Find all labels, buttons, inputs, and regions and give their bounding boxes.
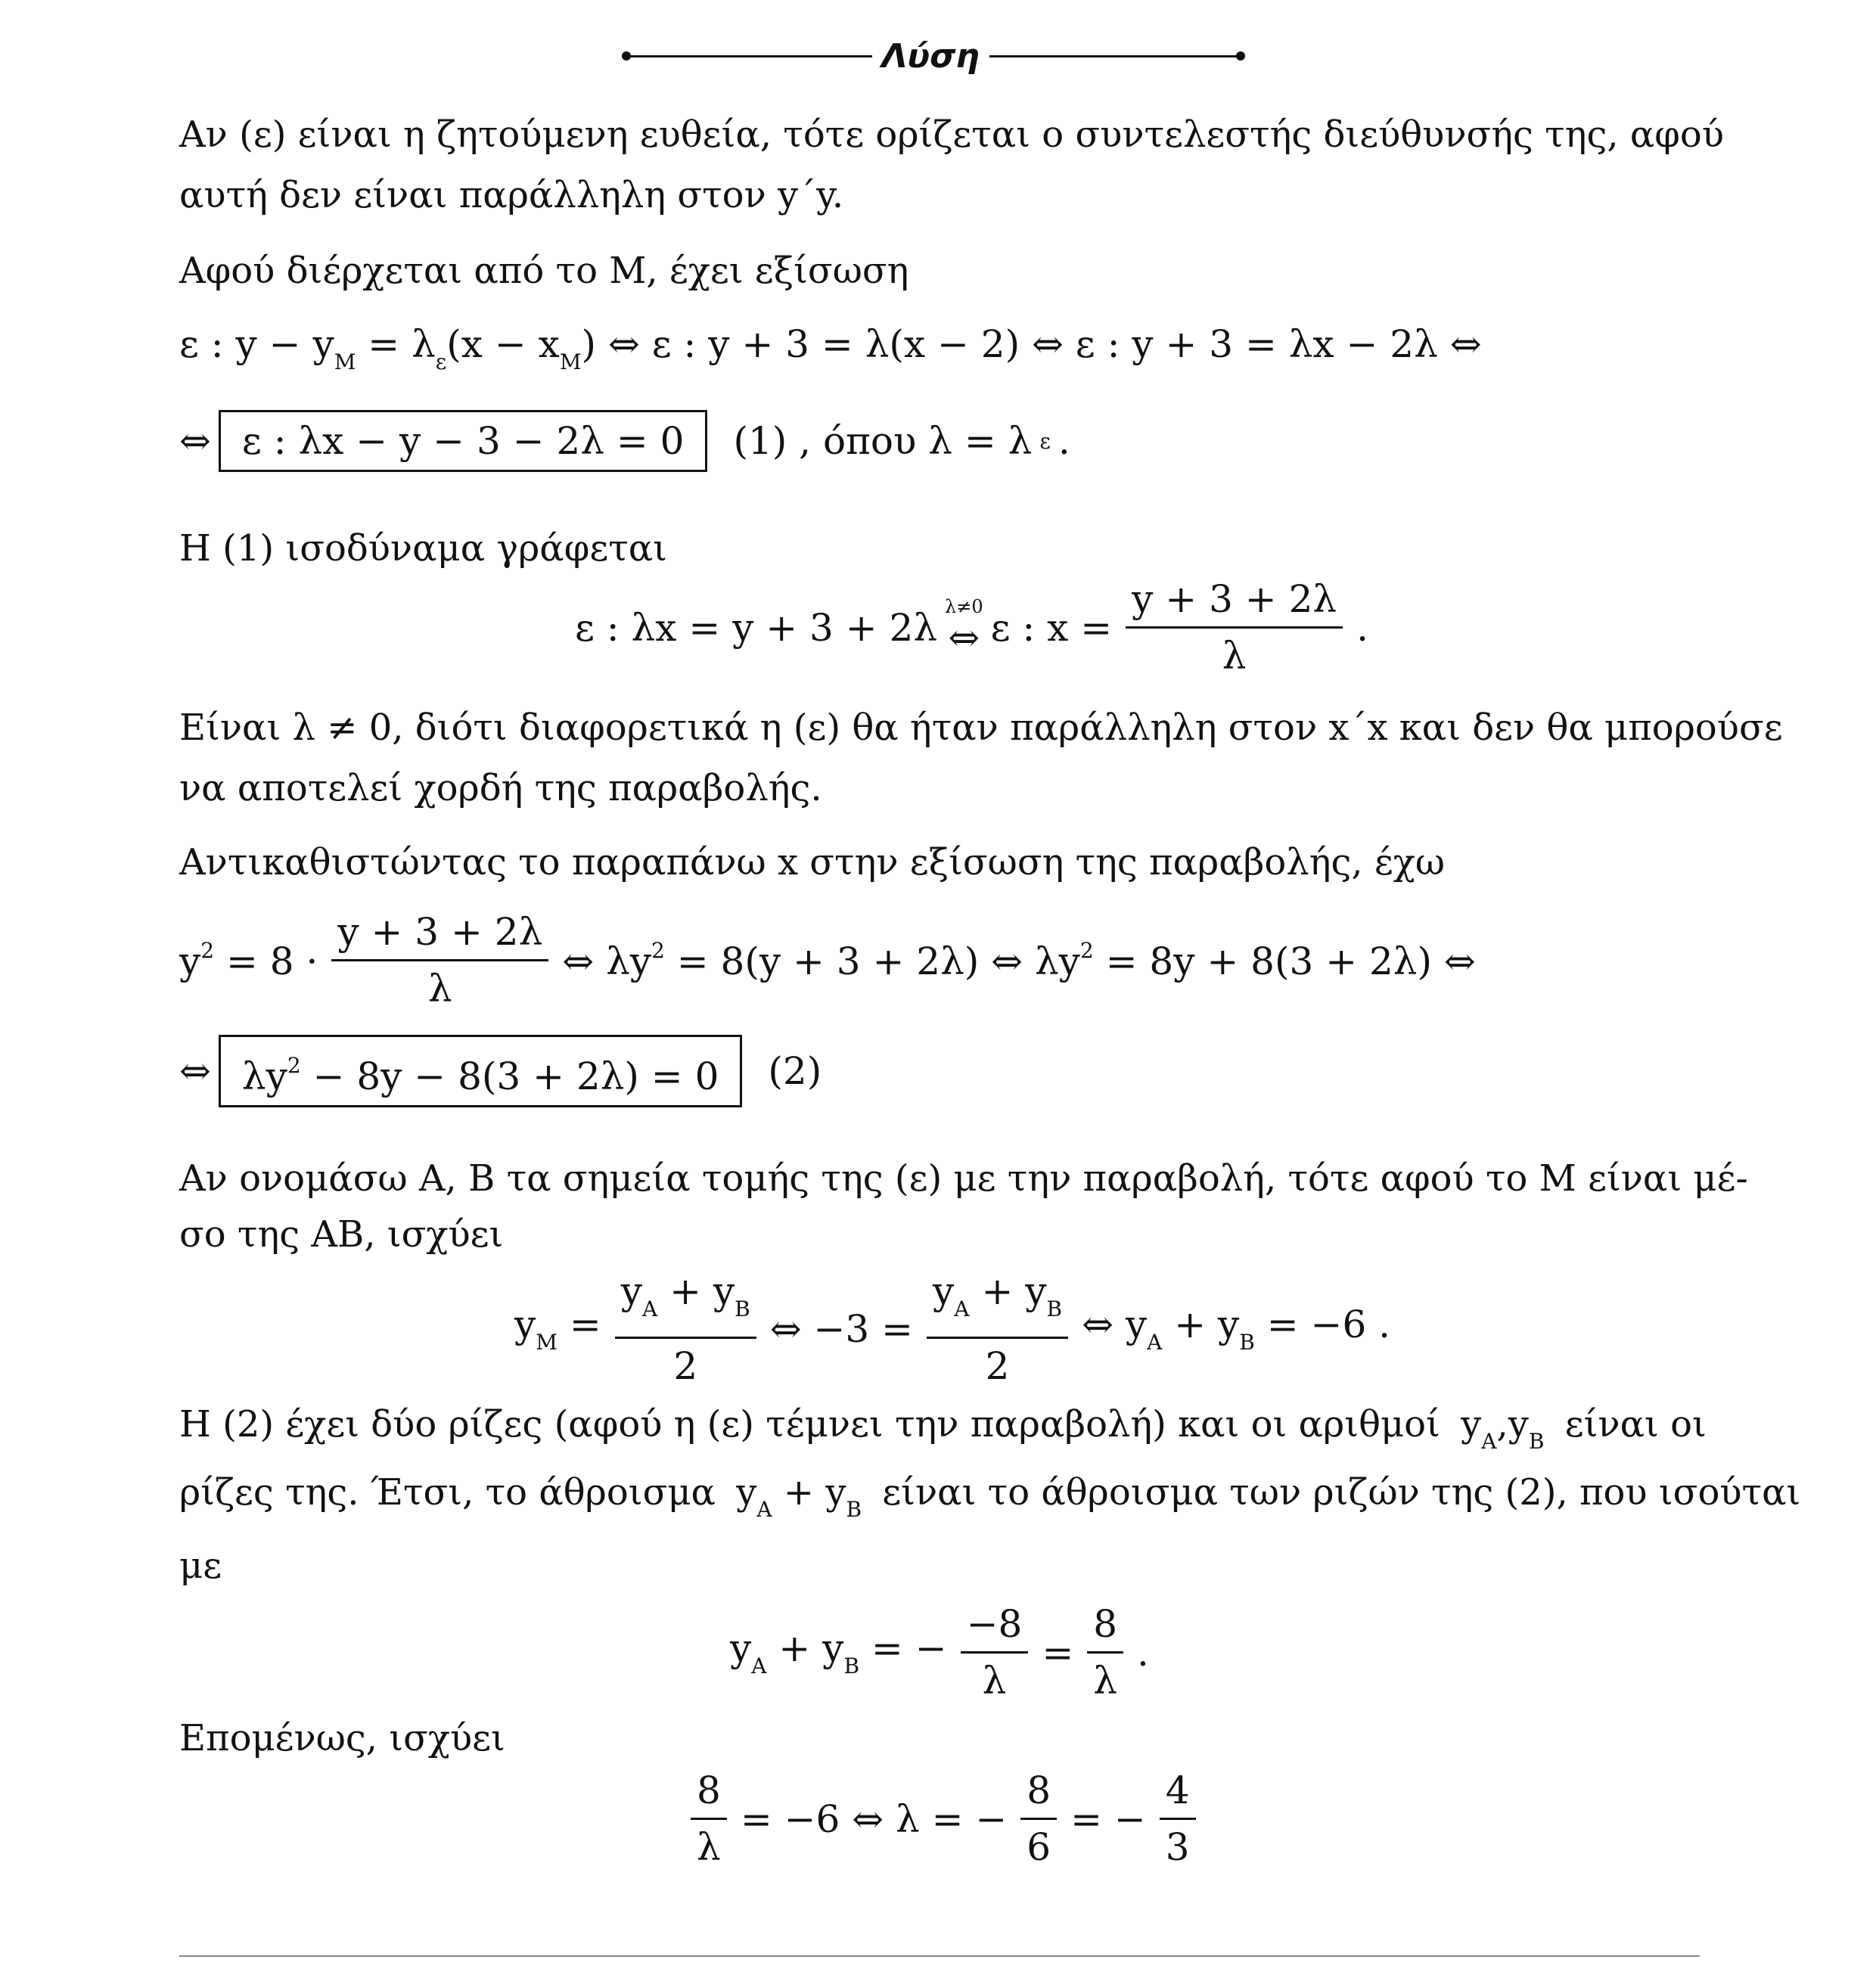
paragraph-substitute: Αντικαθιστώντας το παραπάνω x στην εξίσωση της παραβολής, έχω <box>179 841 1445 883</box>
fraction: $\frac{8}{\lambda}$ <box>691 1766 727 1871</box>
section-header <box>0 30 1876 83</box>
equation-line-boxed-2: ⇔ $\lambda y^2 - 8y - 8(3 + 2\lambda) = 0$ (2) <box>179 1035 822 1107</box>
equation-line-boxed-1: ⇔ ε : λx − y − 3 − 2λ = 0 (1) , όπου λ = λ ε . <box>179 410 1070 472</box>
equation-substitution: $y^2 = 8$ · $\frac{y + 3 + 2\lambda}{\lambda}$ ⇔ $\lambda y^2 = 8(y + 3 + 2\lambda)$ ⇔ $\lambda y^2 = 8y + 8(3 + 2\lambda)$ ⇔ <box>179 908 1476 1013</box>
paragraph-midpoint-line1: Αν ονομάσω Α, Β τα σημεία τομής της (ε) με την παραβολή, τότε αφού το Μ είναι μέ- <box>179 1157 1748 1200</box>
paragraph-two-roots-line2: ρίζες της. Έτσι, το άθροισμα $y_A + y_B$ είναι το άθροισμα των ριζών της (2), που ισούται <box>179 1471 1801 1522</box>
fraction: $\frac{4}{3}$ <box>1160 1766 1196 1871</box>
fraction: $\frac{y + 3 + 2\lambda}{\lambda}$ <box>331 908 548 1013</box>
equation-lambda-result: $\frac{8}{\lambda}$ = −6 ⇔ λ = − $\frac{8}{6}$ = − $\frac{4}{3}$ <box>685 1766 1202 1871</box>
fraction: $\frac{8}{\lambda}$ <box>1087 1600 1123 1705</box>
fraction: $\frac{-8}{\lambda}$ <box>961 1600 1029 1705</box>
paragraph-two-roots-line3: με <box>179 1545 222 1587</box>
boxed-equation-2: $\lambda y^2 - 8y - 8(3 + 2\lambda) = 0$ <box>219 1035 743 1107</box>
footer-rule <box>179 1955 1700 1957</box>
equation-solve-x: ε : λx = y + 3 + 2λ λ≠0 ⇔ ε : x = $\frac{y + 3 + 2\lambda}{\lambda}$ . <box>575 575 1368 680</box>
condition-lambda-nonzero: λ≠0 <box>945 595 983 617</box>
paragraph-midpoint-line2: σο της ΑΒ, ισχύει <box>179 1213 504 1256</box>
header-dot-right <box>1236 51 1245 61</box>
header-rule-right <box>989 55 1241 57</box>
paragraph-intro-line1: Αν (ε) είναι η ζητούμενη ευθεία, τότε ορίζεται ο συντελεστής διεύθυνσής της, αφού <box>179 113 1724 156</box>
fraction: $\frac{y_A + y_B}{2}$ <box>927 1267 1068 1390</box>
paragraph-intro-line2: αυτή δεν είναι παράλληλη στον y΄y. <box>179 174 844 216</box>
paragraph-lambda-nonzero-line1: Είναι λ ≠ 0, διότι διαφορετικά η (ε) θα ήταν παράλληλη στον x΄x και δεν θα μπορούσε <box>179 706 1783 749</box>
paragraph-passes-through-m: Αφού διέρχεται από το Μ, έχει εξίσωση <box>179 250 909 292</box>
paragraph-lambda-nonzero-line2: να αποτελεί χορδή της παραβολής. <box>179 767 822 809</box>
section-title: Λύση <box>881 37 980 76</box>
equation-line-point-slope: ε : $y - y_M = \lambda_\varepsilon(x - x_M)$ ⇔ ε : y + 3 = λ(x − 2) ⇔ ε : y + 3 = λx − 2λ ⇔ <box>179 322 1482 374</box>
paragraph-equivalently: Η (1) ισοδύναμα γράφεται <box>179 527 667 570</box>
fraction: $\frac{8}{6}$ <box>1020 1766 1057 1871</box>
paragraph-two-roots-line1: Η (2) έχει δύο ρίζες (αφού η (ε) τέμνει την παραβολή) και οι αριθμοί $y_A,y_B$ είναι οι <box>179 1403 1707 1454</box>
equation-sum-of-roots: $y_A + y_B$ = − $\frac{-8}{\lambda}$ = $\frac{8}{\lambda}$ . <box>730 1600 1149 1705</box>
equation-midpoint: $y_M$ = $\frac{y_A + y_B}{2}$ ⇔ −3 = $\frac{y_A + y_B}{2}$ ⇔ $y_A + y_B = -6$ . <box>514 1267 1390 1390</box>
boxed-equation-1: ε : λx − y − 3 − 2λ = 0 <box>219 410 708 472</box>
header-rule-left <box>626 55 872 57</box>
fraction: $\frac{y + 3 + 2\lambda}{\lambda}$ <box>1126 575 1343 680</box>
paragraph-therefore: Επομένως, ισχύει <box>179 1717 505 1759</box>
fraction: $\frac{y_A + y_B}{2}$ <box>615 1267 756 1390</box>
